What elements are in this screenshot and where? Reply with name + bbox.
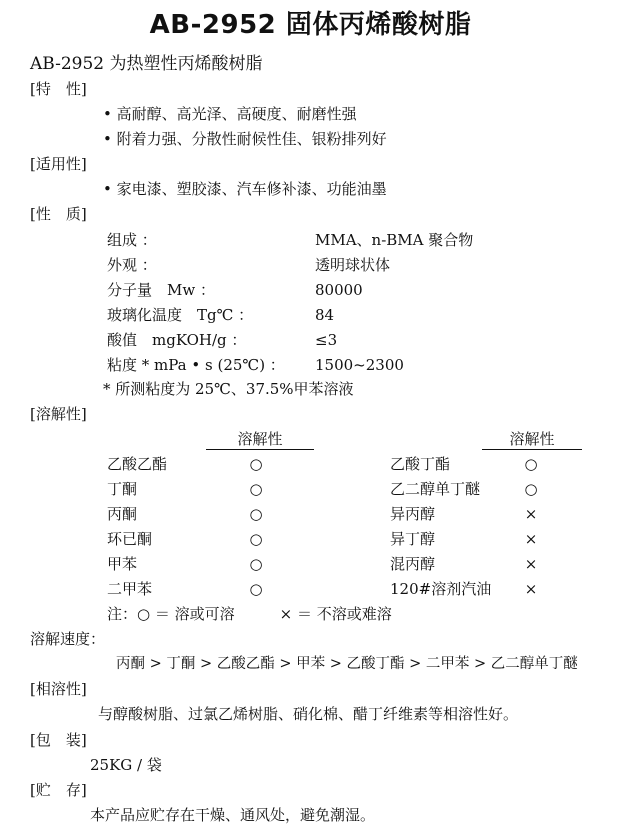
- solvent-name: 环已酮: [107, 530, 153, 548]
- storage-text: 本产品应贮存在干燥、通风处，避免潮湿。: [90, 806, 376, 824]
- dissolution-speed-order: 丙酮 > 丁酮 > 乙酸乙酯 > 甲苯 > 乙酸丁酯 > 二甲苯 > 乙二醇单丁醚: [116, 656, 578, 672]
- storage-heading: [贮 存]: [30, 781, 87, 799]
- solubility-mark: ×: [524, 580, 538, 598]
- solvent-name: 异丁醇: [390, 530, 436, 548]
- solvent-name: 乙二醇单丁醚: [390, 480, 481, 498]
- solubility-heading: [溶解性]: [30, 405, 87, 423]
- property-label: 组成 ：: [107, 231, 157, 249]
- property-value: 1500~2300: [315, 356, 404, 374]
- property-label: 粘度 * mPa • s (25℃) ：: [107, 356, 285, 374]
- features-heading: [特 性]: [30, 80, 87, 98]
- document-title: AB-2952 固体丙烯酸树脂: [149, 10, 472, 40]
- property-label: 玻璃化温度 Tg℃ ：: [107, 306, 254, 324]
- property-value: ≤3: [315, 331, 338, 349]
- property-label: 分子量 Mw ：: [107, 281, 215, 299]
- solubility-mark: ○: [524, 455, 538, 473]
- property-label: 外观 ：: [107, 256, 157, 274]
- solubility-column-header-right: 溶解性: [482, 432, 582, 450]
- property-value: 透明球状体: [315, 256, 391, 274]
- properties-heading: [性 质]: [30, 205, 87, 223]
- feature-item: • 高耐醇、高光泽、高硬度、耐磨性强: [103, 105, 357, 123]
- solvent-name: 异丙醇: [390, 505, 436, 523]
- viscosity-note: * 所测粘度为 25℃、37.5%甲苯溶液: [103, 380, 354, 398]
- property-value: 80000: [315, 281, 363, 299]
- solvent-name: 120#溶剂汽油: [390, 580, 492, 598]
- property-value: MMA、n-BMA 聚合物: [315, 231, 474, 249]
- solubility-mark: ×: [524, 505, 538, 523]
- product-subtitle: AB-2952 为热塑性丙烯酸树脂: [30, 54, 263, 74]
- solubility-mark: ○: [249, 505, 263, 523]
- solvent-name: 丁酮: [107, 480, 138, 498]
- packaging-heading: [包 装]: [30, 731, 87, 749]
- packaging-text: 25KG / 袋: [90, 756, 162, 774]
- compatibility-heading: [相溶性]: [30, 680, 87, 698]
- solvent-name: 甲苯: [107, 555, 138, 573]
- compatibility-text: 与醇酸树脂、过氯乙烯树脂、硝化棉、醋丁纤维素等相溶性好。: [98, 705, 519, 723]
- application-item: • 家电漆、塑胶漆、汽车修补漆、功能油墨: [103, 180, 387, 198]
- solvent-name: 二甲苯: [107, 580, 153, 598]
- solvent-name: 丙酮: [107, 505, 138, 523]
- solubility-mark: ×: [524, 530, 538, 548]
- solubility-mark: ○: [524, 480, 538, 498]
- solvent-name: 乙酸乙酯: [107, 455, 168, 473]
- solubility-column-header-left: 溶解性: [206, 432, 314, 450]
- applications-heading: [适用性]: [30, 155, 87, 173]
- solubility-mark: ○: [249, 555, 263, 573]
- property-value: 84: [315, 306, 335, 324]
- solubility-mark: ○: [249, 455, 263, 473]
- property-label: 酸值 mgKOH/g ：: [107, 331, 247, 349]
- solubility-mark: ○: [249, 480, 263, 498]
- solvent-name: 乙酸丁酯: [390, 455, 451, 473]
- solubility-mark: ○: [249, 530, 263, 548]
- feature-item: • 附着力强、分散性耐候性佳、银粉排列好: [103, 130, 387, 148]
- solubility-legend: 注：○ ＝ 溶或可溶 × ＝ 不溶或难溶: [107, 605, 392, 623]
- solubility-mark: ×: [524, 555, 538, 573]
- dissolution-speed-heading: 溶解速度：: [30, 630, 106, 648]
- solvent-name: 混丙醇: [390, 555, 436, 573]
- solubility-mark: ○: [249, 580, 263, 598]
